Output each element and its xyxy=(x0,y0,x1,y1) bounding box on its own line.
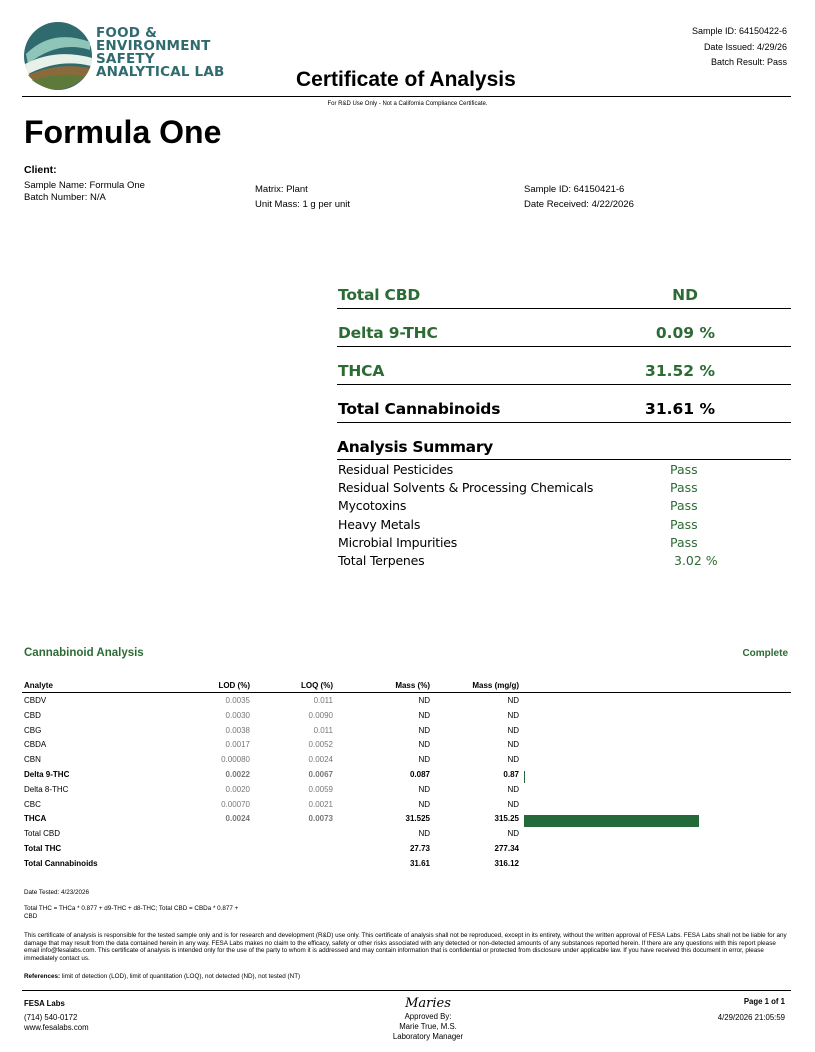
approver-title: Laboratory Manager xyxy=(392,1032,464,1041)
lod-value: 0.0024 xyxy=(225,814,250,824)
footer-company: FESA Labs xyxy=(24,999,65,1008)
analysis-summary-result: Pass xyxy=(670,535,698,550)
mass-pct-value: ND xyxy=(418,784,430,794)
total-name: Total Cannabinoids xyxy=(24,858,98,868)
mass-mg-value: 0.87 xyxy=(503,770,519,779)
total-name: Total THC xyxy=(24,844,62,853)
footer-company-block xyxy=(24,999,89,1033)
analyte-name: CBC xyxy=(24,799,41,809)
client-sample-id: Sample ID: 64150421-6 xyxy=(524,184,625,195)
mass-mg-value: ND xyxy=(507,755,519,765)
total-name: Total CBD xyxy=(24,829,61,839)
loq-value: 0.011 xyxy=(313,696,333,705)
page-number: Page 1 of 1 xyxy=(743,997,785,1006)
footer-phone: (714) 540-0172 xyxy=(24,1013,78,1022)
analysis-summary-item: Heavy Metals xyxy=(338,517,421,532)
footer-page-block xyxy=(718,997,785,1023)
total-mass-pct: 27.73 xyxy=(409,844,430,853)
header-sample-id: Sample ID: 64150422-6 xyxy=(691,26,787,36)
summary-row-total-cbd xyxy=(337,283,791,309)
loq-value: 0.0073 xyxy=(308,814,333,824)
approved-by: Approved By: xyxy=(404,1012,452,1021)
summary-value: 0.09 % xyxy=(655,324,715,342)
summary-row-thca xyxy=(337,359,791,385)
summary-value: 31.52 % xyxy=(645,362,715,380)
references xyxy=(24,973,300,981)
client-col-2 xyxy=(255,182,350,212)
logo-line: ENVIRONMENT xyxy=(96,38,211,54)
certificate-title: Certificate of Analysis xyxy=(296,68,516,91)
logo-line: ANALYTICAL LAB xyxy=(96,64,225,80)
logo-wordmark xyxy=(96,27,225,79)
analyte-name: CBG xyxy=(24,725,42,735)
analysis-summary-result: 3.02 % xyxy=(674,553,718,568)
lod-value: 0.0038 xyxy=(225,725,250,735)
analysis-summary-item: Residual Pesticides xyxy=(338,462,454,477)
formula-line: CBD xyxy=(24,912,38,920)
summary-label: Delta 9-THC xyxy=(338,324,438,342)
header-batch-result: Batch Result: Pass xyxy=(710,57,787,67)
total-mass-mg: 316.12 xyxy=(494,858,519,868)
lod-value: 0.0030 xyxy=(225,710,250,720)
mass-pct-value: 31.525 xyxy=(405,814,430,824)
loq-value: 0.0021 xyxy=(308,799,333,809)
client-heading: Client: xyxy=(24,164,57,176)
analysis-summary-divider xyxy=(337,459,791,460)
mass-mg-value: ND xyxy=(507,696,519,705)
loq-value: 0.0067 xyxy=(308,770,333,779)
client-col-3 xyxy=(524,182,634,212)
matrix: Matrix: Plant xyxy=(255,184,308,195)
lod-value: 0.00070 xyxy=(221,799,250,809)
references-label: References: xyxy=(24,973,61,980)
mass-pct-value: ND xyxy=(418,740,430,750)
total-mass-pct: 31.61 xyxy=(409,858,430,868)
summary-label: Total CBD xyxy=(338,286,420,304)
analyte-name: CBDA xyxy=(24,740,47,750)
cannabinoid-analysis-status: Complete xyxy=(742,648,788,659)
total-mass-mg: ND xyxy=(507,829,519,839)
sample-name: Sample Name: Formula One xyxy=(24,180,145,191)
analyte-name: THCA xyxy=(24,814,47,824)
formula-line: Total THC = THCa * 0.877 + d9-THC + d8-THC; Total CBD = CBDa * 0.877 + xyxy=(24,905,239,912)
analyte-name: Delta 9-THC xyxy=(24,770,70,779)
lod-value: 0.0022 xyxy=(225,770,250,779)
loq-value: 0.011 xyxy=(313,725,333,735)
summary-value: 31.61 % xyxy=(645,400,715,418)
analysis-summary-result: Pass xyxy=(670,517,698,532)
summary-label: Total Cannabinoids xyxy=(338,400,501,418)
analysis-summary-title: Analysis Summary xyxy=(337,438,493,456)
mass-pct-value: 0.087 xyxy=(409,770,430,779)
mass-pct-value: ND xyxy=(418,755,430,765)
total-mass-pct: ND xyxy=(418,829,430,839)
mass-bar xyxy=(524,815,699,827)
summary-row-delta9 xyxy=(337,321,791,347)
analysis-summary-result: Pass xyxy=(670,462,698,477)
analyte-name: CBD xyxy=(24,710,41,720)
logo-line: SAFETY xyxy=(96,51,155,67)
mass-mg-value: ND xyxy=(507,784,519,794)
loq-value: 0.0059 xyxy=(308,784,333,794)
product-name: Formula One xyxy=(24,114,222,150)
mass-mg-value: ND xyxy=(507,799,519,809)
mass-pct-value: ND xyxy=(418,799,430,809)
analysis-summary-item: Mycotoxins xyxy=(338,498,407,513)
col-header-loq: LOQ (%) xyxy=(301,681,333,690)
analysis-summary-result: Pass xyxy=(670,498,698,513)
lod-value: 0.0020 xyxy=(225,784,250,794)
analyte-name: Delta 8-THC xyxy=(24,784,69,794)
mass-bar xyxy=(524,771,525,783)
table-header-divider xyxy=(22,692,791,693)
unit-mass: Unit Mass: 1 g per unit xyxy=(255,199,351,210)
footer-divider xyxy=(22,990,791,991)
header-meta xyxy=(692,24,787,71)
disclaimer: This certificate of analysis is responsible for the tested sample only and is for research and development (R&D) use only. This certificate of analysis shall not be reproduced, except in its entirety, without the written approval of FESA Labs. FESA Labs shall not be liable for any damage that may result from the data contained herein in any way. FESA Labs makes no claim to the efficacy, safety or other risks associated with any detected or non-detected amounts of any substances reported herein. If there are any questions with this report please email info@fesalabs.com. This certificate of analysis is intended only for the use of the party to whom it is addressed and may contain information that is confidential or protected from disclosure under applicable law. If you have received this document in error, please immediately contact us. xyxy=(24,932,787,962)
mass-mg-value: ND xyxy=(507,710,519,720)
col-header-lod: LOD (%) xyxy=(218,681,250,690)
cannabinoid-analysis-title: Cannabinoid Analysis xyxy=(24,647,144,659)
analysis-summary-item: Microbial Impurities xyxy=(338,535,458,550)
analysis-summary-result: Pass xyxy=(670,480,698,495)
analyte-name: CBN xyxy=(24,755,41,765)
header-divider xyxy=(22,96,791,97)
loq-value: 0.0024 xyxy=(308,755,333,765)
col-header-mass-mg: Mass (mg/g) xyxy=(472,681,519,690)
date-received: Date Received: 4/22/2026 xyxy=(524,199,634,210)
total-mass-mg: 277.34 xyxy=(494,844,519,853)
mass-mg-value: ND xyxy=(507,740,519,750)
mass-mg-value: ND xyxy=(507,725,519,735)
footer-website: www.fesalabs.com xyxy=(24,1023,89,1032)
col-header-analyte: Analyte xyxy=(24,681,53,690)
summary-row-total-cannabinoids xyxy=(337,397,791,423)
signature: Maries xyxy=(405,996,451,1011)
lod-value: 0.0035 xyxy=(225,696,250,705)
lod-value: 0.0017 xyxy=(225,740,250,750)
analysis-summary-item: Residual Solvents & Processing Chemicals xyxy=(338,480,594,495)
summary-value: ND xyxy=(672,286,698,304)
approver-name: Marie True, M.S. xyxy=(399,1022,457,1031)
lod-value: 0.00080 xyxy=(221,755,250,765)
summary-label: THCA xyxy=(338,362,385,380)
client-col-1 xyxy=(24,180,145,204)
loq-value: 0.0090 xyxy=(308,710,333,720)
batch-number: Batch Number: N/A xyxy=(24,192,106,203)
formula-note xyxy=(24,905,294,920)
date-tested: Date Tested: 4/23/2026 xyxy=(24,889,90,896)
footer-approval-block xyxy=(358,996,498,1042)
mass-pct-value: ND xyxy=(418,725,430,735)
analyte-name: CBDV xyxy=(24,696,47,705)
footer-timestamp: 4/29/2026 21:05:59 xyxy=(717,1013,785,1022)
analysis-summary-item: Total Terpenes xyxy=(338,553,425,568)
references-text: limit of detection (LOD), limit of quantitation (LOQ), not detected (ND), not tested (NT) xyxy=(60,973,301,980)
col-header-mass-pct: Mass (%) xyxy=(395,681,430,690)
mass-pct-value: ND xyxy=(418,696,430,705)
rnd-notice: For R&D Use Only - Not a California Compliance Certificate. xyxy=(327,101,488,107)
header-date-issued: Date Issued: 4/29/26 xyxy=(703,41,787,52)
mass-pct-value: ND xyxy=(418,710,430,720)
loq-value: 0.0052 xyxy=(308,740,333,750)
logo-line: FOOD & xyxy=(96,25,158,41)
mass-mg-value: 315.25 xyxy=(494,814,519,824)
